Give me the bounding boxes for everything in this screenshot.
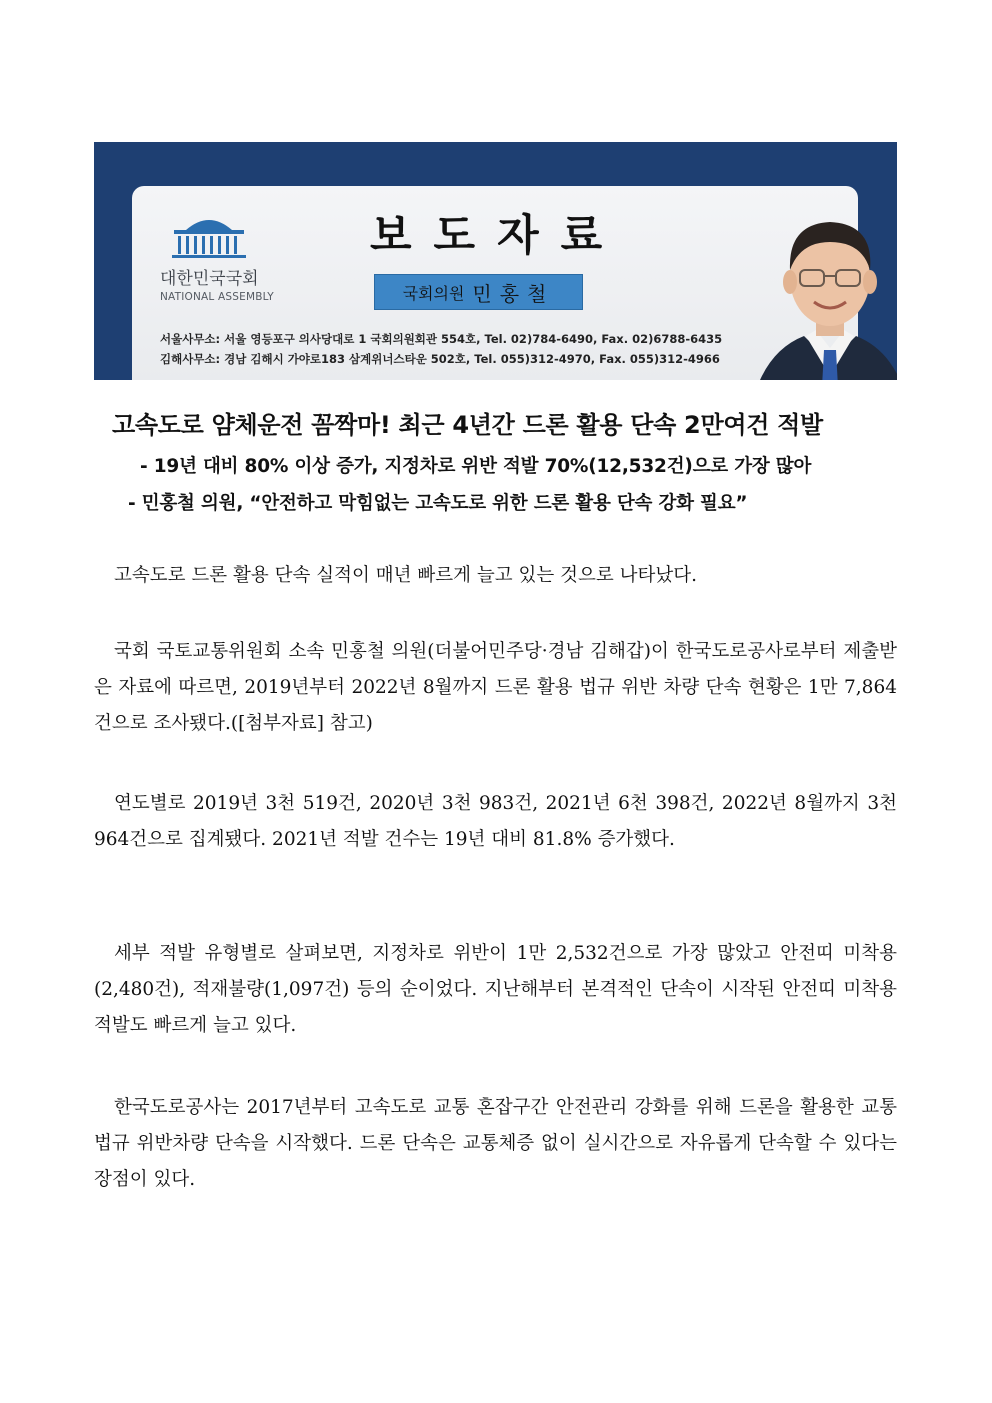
paragraph-text: 한국도로공사는 2017년부터 고속도로 교통 혼잡구간 안전관리 강화를 위해 드론을 활용한 교통법규 위반차량 단속을 시작했다. 드론 단속은 교통체증 없이 실시간으로 자유롭게 단속할 수 있다는 장점이 있다. [94,1097,897,1190]
assembly-building-icon [166,208,252,260]
press-release-banner [94,142,897,380]
logo-english-text: NATIONAL ASSEMBLY [160,291,274,303]
paragraph-text: 국회 국토교통위원회 소속 민홍철 의원(더불어민주당·경남 김해갑)이 한국도로공사로부터 제출받은 자료에 따르면, 2019년부터 2022년 8월까지 드론 활용 법규 위반 차량 단속 현황은 1만 7,864건으로 조사됐다.([첨부자료] 참고) [94,641,897,734]
member-name: 민홍철 [472,281,555,306]
subheadline-2: - 민홍철 의원, “안전하고 막힘없는 고속도로 위한 드론 활용 단속 강화 필요” [128,493,748,514]
banner-title: 보도자료 [370,211,625,261]
body-paragraph-1 [94,558,897,594]
body-paragraph-5 [94,1090,897,1198]
paragraph-text: 고속도로 드론 활용 단속 실적이 매년 빠르게 늘고 있는 것으로 나타났다. [114,565,697,586]
banner-panel [132,186,858,380]
member-name-box [374,274,583,310]
member-portrait [744,186,897,380]
press-headline: 고속도로 얌체운전 꼼짝마! 최근 4년간 드론 활용 단속 2만여건 적발 [112,411,823,439]
paragraph-text: 연도별로 2019년 3천 519건, 2020년 3천 983건, 2021년 6천 398건, 2022년 8월까지 3천 964건으로 집계됐다. 2021년 적발 건수는 19년 대비 81.8% 증가했다. [94,793,897,850]
gimhae-office-info: 김해사무소: 경남 김해시 가야로183 삼계위너스타운 502호, Tel. 055)312-4970, Fax. 055)312-4966 [160,352,720,366]
body-paragraph-3 [94,786,897,858]
national-assembly-logo [160,208,290,303]
paragraph-text: 세부 적발 유형별로 살펴보면, 지정차로 위반이 1만 2,532건으로 가장 많았고 안전띠 미착용(2,480건), 적재불량(1,097건) 등의 순이었다. 지난해부터 본격적인 단속이 시작된 안전띠 미착용 적발도 빠르게 늘고 있다. [94,943,897,1036]
body-paragraph-4 [94,936,897,1044]
subheadline-1: - 19년 대비 80% 이상 증가, 지정차로 위반 적발 70%(12,532건)으로 가장 많아 [140,456,812,477]
member-label: 국회의원 [402,283,465,303]
body-paragraph-2 [94,634,897,742]
logo-korean-text: 대한민국국회 [160,269,259,289]
seoul-office-info: 서울사무소: 서울 영등포구 의사당대로 1 국회의원회관 554호, Tel. 02)784-6490, Fax. 02)6788-6435 [160,332,723,346]
